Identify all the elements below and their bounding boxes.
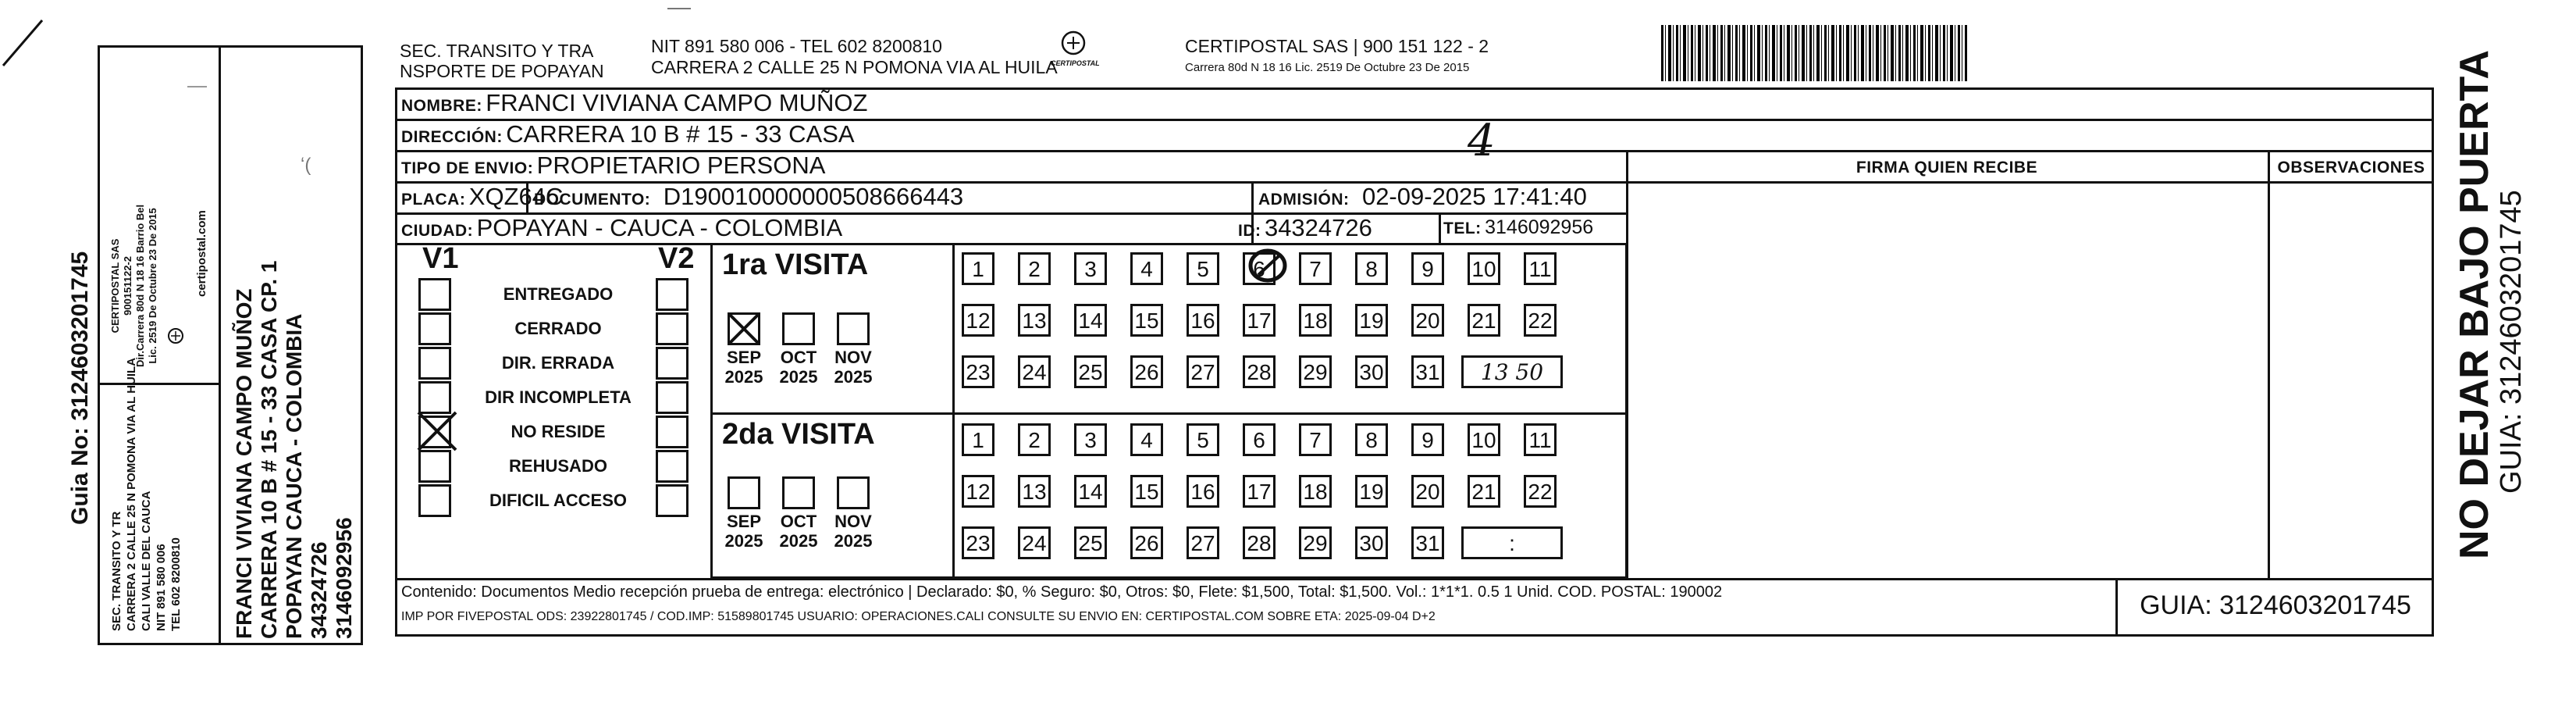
- stub-carrier-logo: [166, 326, 185, 345]
- reason-label: DIR INCOMPLETA: [485, 387, 632, 407]
- second-visit-title: 2da VISITA: [722, 418, 875, 451]
- stub-sender-line: CALI VALLE DEL CAUCA: [140, 491, 153, 631]
- day-box: 22: [1524, 475, 1557, 508]
- day-box: 16: [1187, 304, 1219, 337]
- time-box: 13 50: [1461, 355, 1563, 388]
- day-box: 15: [1130, 304, 1163, 337]
- month-checkbox: [782, 476, 815, 509]
- stub-divider: [219, 45, 221, 645]
- time-box: :: [1461, 526, 1563, 559]
- documento-row: [534, 183, 963, 211]
- v1-checkbox: [418, 450, 451, 483]
- tipo-value: PROPIETARIO PERSONA: [536, 152, 826, 179]
- day-box: 22: [1524, 304, 1557, 337]
- tel-value: 3146092956: [1485, 216, 1594, 238]
- stub-recipient-block: [232, 261, 357, 639]
- v1-checkbox: [418, 278, 451, 311]
- footer-print-info: IMP POR FIVEPOSTAL ODS: 23922801745 / COD.IMP: 51589801745 USUARIO: OPERACIONES.CALI CONSULTE SU ENVIO EN: CERTIPOSTAL.COM SOBRE ETA: 2025-09-04 D+2: [401, 610, 1436, 623]
- day-box: 18: [1299, 304, 1332, 337]
- day-box: 29: [1299, 355, 1332, 388]
- day-box: 8: [1355, 423, 1388, 456]
- reason-label: REHUSADO: [509, 456, 607, 476]
- id-label: ID:: [1238, 222, 1261, 240]
- direccion-label: DIRECCIÓN:: [401, 128, 503, 146]
- year-label: 2025: [834, 531, 873, 551]
- stub-carrier-line: 900151122-2: [122, 255, 133, 316]
- day-box: 2: [1018, 252, 1051, 285]
- day-box: 31: [1411, 526, 1444, 559]
- carrier-address: Carrera 80d N 18 16 Lic. 2519 De Octubre 23 De 2015: [1185, 61, 1470, 74]
- nombre-row: [401, 89, 867, 117]
- carrier-info: CERTIPOSTAL SAS | 900 151 122 - 2: [1185, 36, 1489, 56]
- day-box: 19: [1355, 475, 1388, 508]
- stub-carrier-block: [109, 205, 159, 367]
- month-label: OCT: [780, 512, 817, 531]
- v2-checkbox: [656, 381, 688, 414]
- month-checkbox: [837, 476, 870, 509]
- id-row: [1238, 214, 1372, 242]
- observaciones-header: OBSERVACIONES: [2277, 159, 2425, 177]
- year-label: 2025: [724, 367, 763, 387]
- v2-checkbox: [656, 484, 688, 517]
- ciudad-label: CIUDAD:: [401, 222, 474, 240]
- stub-recipient-line: 3146092956: [332, 517, 356, 639]
- day-box: 10: [1468, 423, 1500, 456]
- direccion-value: CARRERA 10 B # 15 - 33 CASA: [506, 120, 855, 148]
- v1-check-mark: [415, 409, 459, 453]
- day-box: 12: [962, 475, 994, 508]
- month-check-mark: [726, 311, 762, 347]
- stub-recipient-line: POPAYAN CAUCA - COLOMBIA: [282, 313, 306, 639]
- admision-value: 02-09-2025 17:41:40: [1361, 183, 1587, 210]
- day-box: 25: [1074, 355, 1107, 388]
- reason-label: DIFICIL ACCESO: [489, 491, 627, 510]
- v2-checkbox: [656, 278, 688, 311]
- day-box: 4: [1130, 423, 1163, 456]
- day-box: 14: [1074, 475, 1107, 508]
- day-box: 19: [1355, 304, 1388, 337]
- day-box: 17: [1243, 475, 1276, 508]
- day-box: 5: [1187, 252, 1219, 285]
- v2-checkbox: [656, 416, 688, 448]
- day-box: 24: [1018, 526, 1051, 559]
- sender-name: SEC. TRANSITO Y TRA NSPORTE DE POPAYAN: [400, 41, 604, 81]
- month-label: NOV: [834, 348, 872, 367]
- v1-checkbox: [418, 347, 451, 380]
- ciudad-value: POPAYAN - CAUCA - COLOMBIA: [476, 214, 843, 241]
- month-label: NOV: [834, 512, 872, 531]
- day-box: 3: [1074, 423, 1107, 456]
- admision-label: ADMISIÓN:: [1258, 191, 1350, 209]
- sender-info: NIT 891 580 006 - TEL 602 8200810 CARRERA 2 CALLE 25 N POMONA VIA AL HUILA: [651, 36, 1058, 77]
- v2-checkbox: [656, 450, 688, 483]
- visit-divider: [952, 243, 955, 579]
- day-box: 6: [1243, 423, 1276, 456]
- v2-label: V2: [658, 242, 695, 275]
- day-box: 21: [1468, 475, 1500, 508]
- reason-label: NO RESIDE: [511, 422, 606, 441]
- day-box: 25: [1074, 526, 1107, 559]
- day-box: 13: [1018, 304, 1051, 337]
- col-line: [2268, 150, 2270, 579]
- reason-label: DIR. ERRADA: [501, 353, 615, 373]
- day-box: 31: [1411, 355, 1444, 388]
- carrier-logo-text: CERTIPOSTAL: [1051, 59, 1100, 67]
- day-box: 21: [1468, 304, 1500, 337]
- day-box: 2: [1018, 423, 1051, 456]
- day-box: 7: [1299, 252, 1332, 285]
- month-checkbox: [837, 312, 870, 345]
- carrier-logo-icon: [1060, 30, 1087, 56]
- stub-recipient-line: 34324726: [307, 541, 331, 639]
- nombre-label: NOMBRE:: [401, 97, 482, 115]
- stub-sender-block: [109, 358, 183, 631]
- nombre-value: FRANCI VIVIANA CAMPO MUÑOZ: [486, 89, 868, 116]
- day-box: 5: [1187, 423, 1219, 456]
- day-box: 4: [1130, 252, 1163, 285]
- reason-label: CERRADO: [514, 319, 602, 338]
- day-box: 1: [962, 252, 994, 285]
- month-label: OCT: [780, 348, 817, 367]
- v1-checkbox: [418, 484, 451, 517]
- stub-pencil-mark: ʻ(: [301, 155, 311, 176]
- month-label: SEP: [726, 348, 762, 367]
- day-box: 29: [1299, 526, 1332, 559]
- footer-contents: Contenido: Documentos Medio recepción prueba de entrega: electrónico | Declarado: $0, % Seguro: $0, Otros: $0, Flete: $1,500, Total: $1,500. Vol.: 1*1*1. 0.5 1 Unid. COD. POSTAL: 190002: [401, 583, 1723, 601]
- reason-label: ENTREGADO: [503, 284, 614, 304]
- tipo-row: [401, 152, 825, 180]
- stub-carrier-web: certipostal.com: [195, 210, 208, 297]
- stub-recipient-line: CARRERA 10 B # 15 - 33 CASA CP. 1: [257, 260, 281, 639]
- day-box: 26: [1130, 526, 1163, 559]
- id-value: 34324726: [1264, 214, 1372, 241]
- stub-recipient-line: FRANCI VIVIANA CAMPO MUÑOZ: [232, 288, 256, 639]
- day-box: 28: [1243, 355, 1276, 388]
- month-checkbox: [728, 476, 760, 509]
- pen-stroke-mark: [0, 16, 47, 70]
- day-box: 7: [1299, 423, 1332, 456]
- col-line: [2115, 578, 2118, 637]
- day-box: 14: [1074, 304, 1107, 337]
- stray-dash: [667, 8, 691, 9]
- direccion-row: [401, 120, 855, 148]
- stub-guia-number: Guia No: 3124603201745: [67, 251, 93, 525]
- stub-sender-line: TEL 602 8200810: [169, 537, 183, 631]
- day-box: 20: [1411, 304, 1444, 337]
- day-box: 11: [1524, 423, 1557, 456]
- day-box: 16: [1187, 475, 1219, 508]
- placa-value: XQZ64C: [468, 183, 564, 210]
- ciudad-row: [401, 214, 842, 242]
- day-box: 20: [1411, 475, 1444, 508]
- day-box: 13: [1018, 475, 1051, 508]
- day-box: 15: [1130, 475, 1163, 508]
- day-box: 12: [962, 304, 994, 337]
- circled-day-mark: [1247, 244, 1291, 287]
- documento-value: D190010000000508666443: [663, 183, 964, 210]
- placa-label: PLACA:: [401, 191, 466, 209]
- stub-carrier-line: Lic. 2519 De Octubre 23 De 2015: [147, 208, 158, 364]
- stub-sender-line: NIT 891 580 006: [155, 544, 168, 631]
- documento-label: DOCUMENTO:: [534, 191, 651, 209]
- tipo-label: TIPO DE ENVIO:: [401, 159, 534, 177]
- v2-checkbox: [656, 347, 688, 380]
- first-visit-title: 1ra VISITA: [722, 248, 869, 281]
- year-label: 2025: [779, 531, 818, 551]
- day-box: 9: [1411, 252, 1444, 285]
- month-label: SEP: [726, 512, 762, 531]
- day-box: 3: [1074, 252, 1107, 285]
- day-box: 18: [1299, 475, 1332, 508]
- side-guia: GUIA: 3124603201745: [2495, 190, 2528, 494]
- year-label: 2025: [834, 367, 873, 387]
- day-box: 27: [1187, 355, 1219, 388]
- day-box: 23: [962, 526, 994, 559]
- col-line: [1439, 212, 1441, 243]
- day-box: 8: [1355, 252, 1388, 285]
- footer-guia: GUIA: 3124603201745: [2140, 590, 2411, 620]
- stub-sender-line: CARRERA 2 CALLE 25 N POMONA VIA AL HUILA: [125, 357, 138, 631]
- admision-row: [1258, 183, 1587, 211]
- handwritten-number: 4: [1468, 116, 1496, 166]
- day-box: 9: [1411, 423, 1444, 456]
- day-box: 27: [1187, 526, 1219, 559]
- stub-sender-line: SEC. TRANSITO Y TR: [110, 511, 123, 631]
- month-checkbox: [782, 312, 815, 345]
- tel-label: TEL:: [1443, 219, 1482, 237]
- day-box: 23: [962, 355, 994, 388]
- day-box: 26: [1130, 355, 1163, 388]
- year-label: 2025: [724, 531, 763, 551]
- day-box: 30: [1355, 355, 1388, 388]
- stub-carrier-line: CERTIPOSTAL SAS: [109, 238, 121, 334]
- day-box: 10: [1468, 252, 1500, 285]
- day-box: 11: [1524, 252, 1557, 285]
- v2-checkbox: [656, 312, 688, 345]
- year-label: 2025: [779, 367, 818, 387]
- day-box: 1: [962, 423, 994, 456]
- stub-carrier-line: Dir.Carrera 80d N 18 16 Barrio Bel: [134, 204, 146, 367]
- day-box: 6: [1243, 252, 1276, 285]
- day-box: 17: [1243, 304, 1276, 337]
- firma-header: FIRMA QUIEN RECIBE: [1856, 159, 2038, 177]
- no-dejar-notice: NO DEJAR BAJO PUERTA: [2452, 49, 2497, 559]
- day-box: 24: [1018, 355, 1051, 388]
- v1-label: V1: [422, 242, 459, 275]
- barcode: [1661, 25, 1967, 81]
- v1-checkbox: [418, 312, 451, 345]
- tel-row: [1443, 216, 1593, 239]
- day-box: 28: [1243, 526, 1276, 559]
- day-box: 30: [1355, 526, 1388, 559]
